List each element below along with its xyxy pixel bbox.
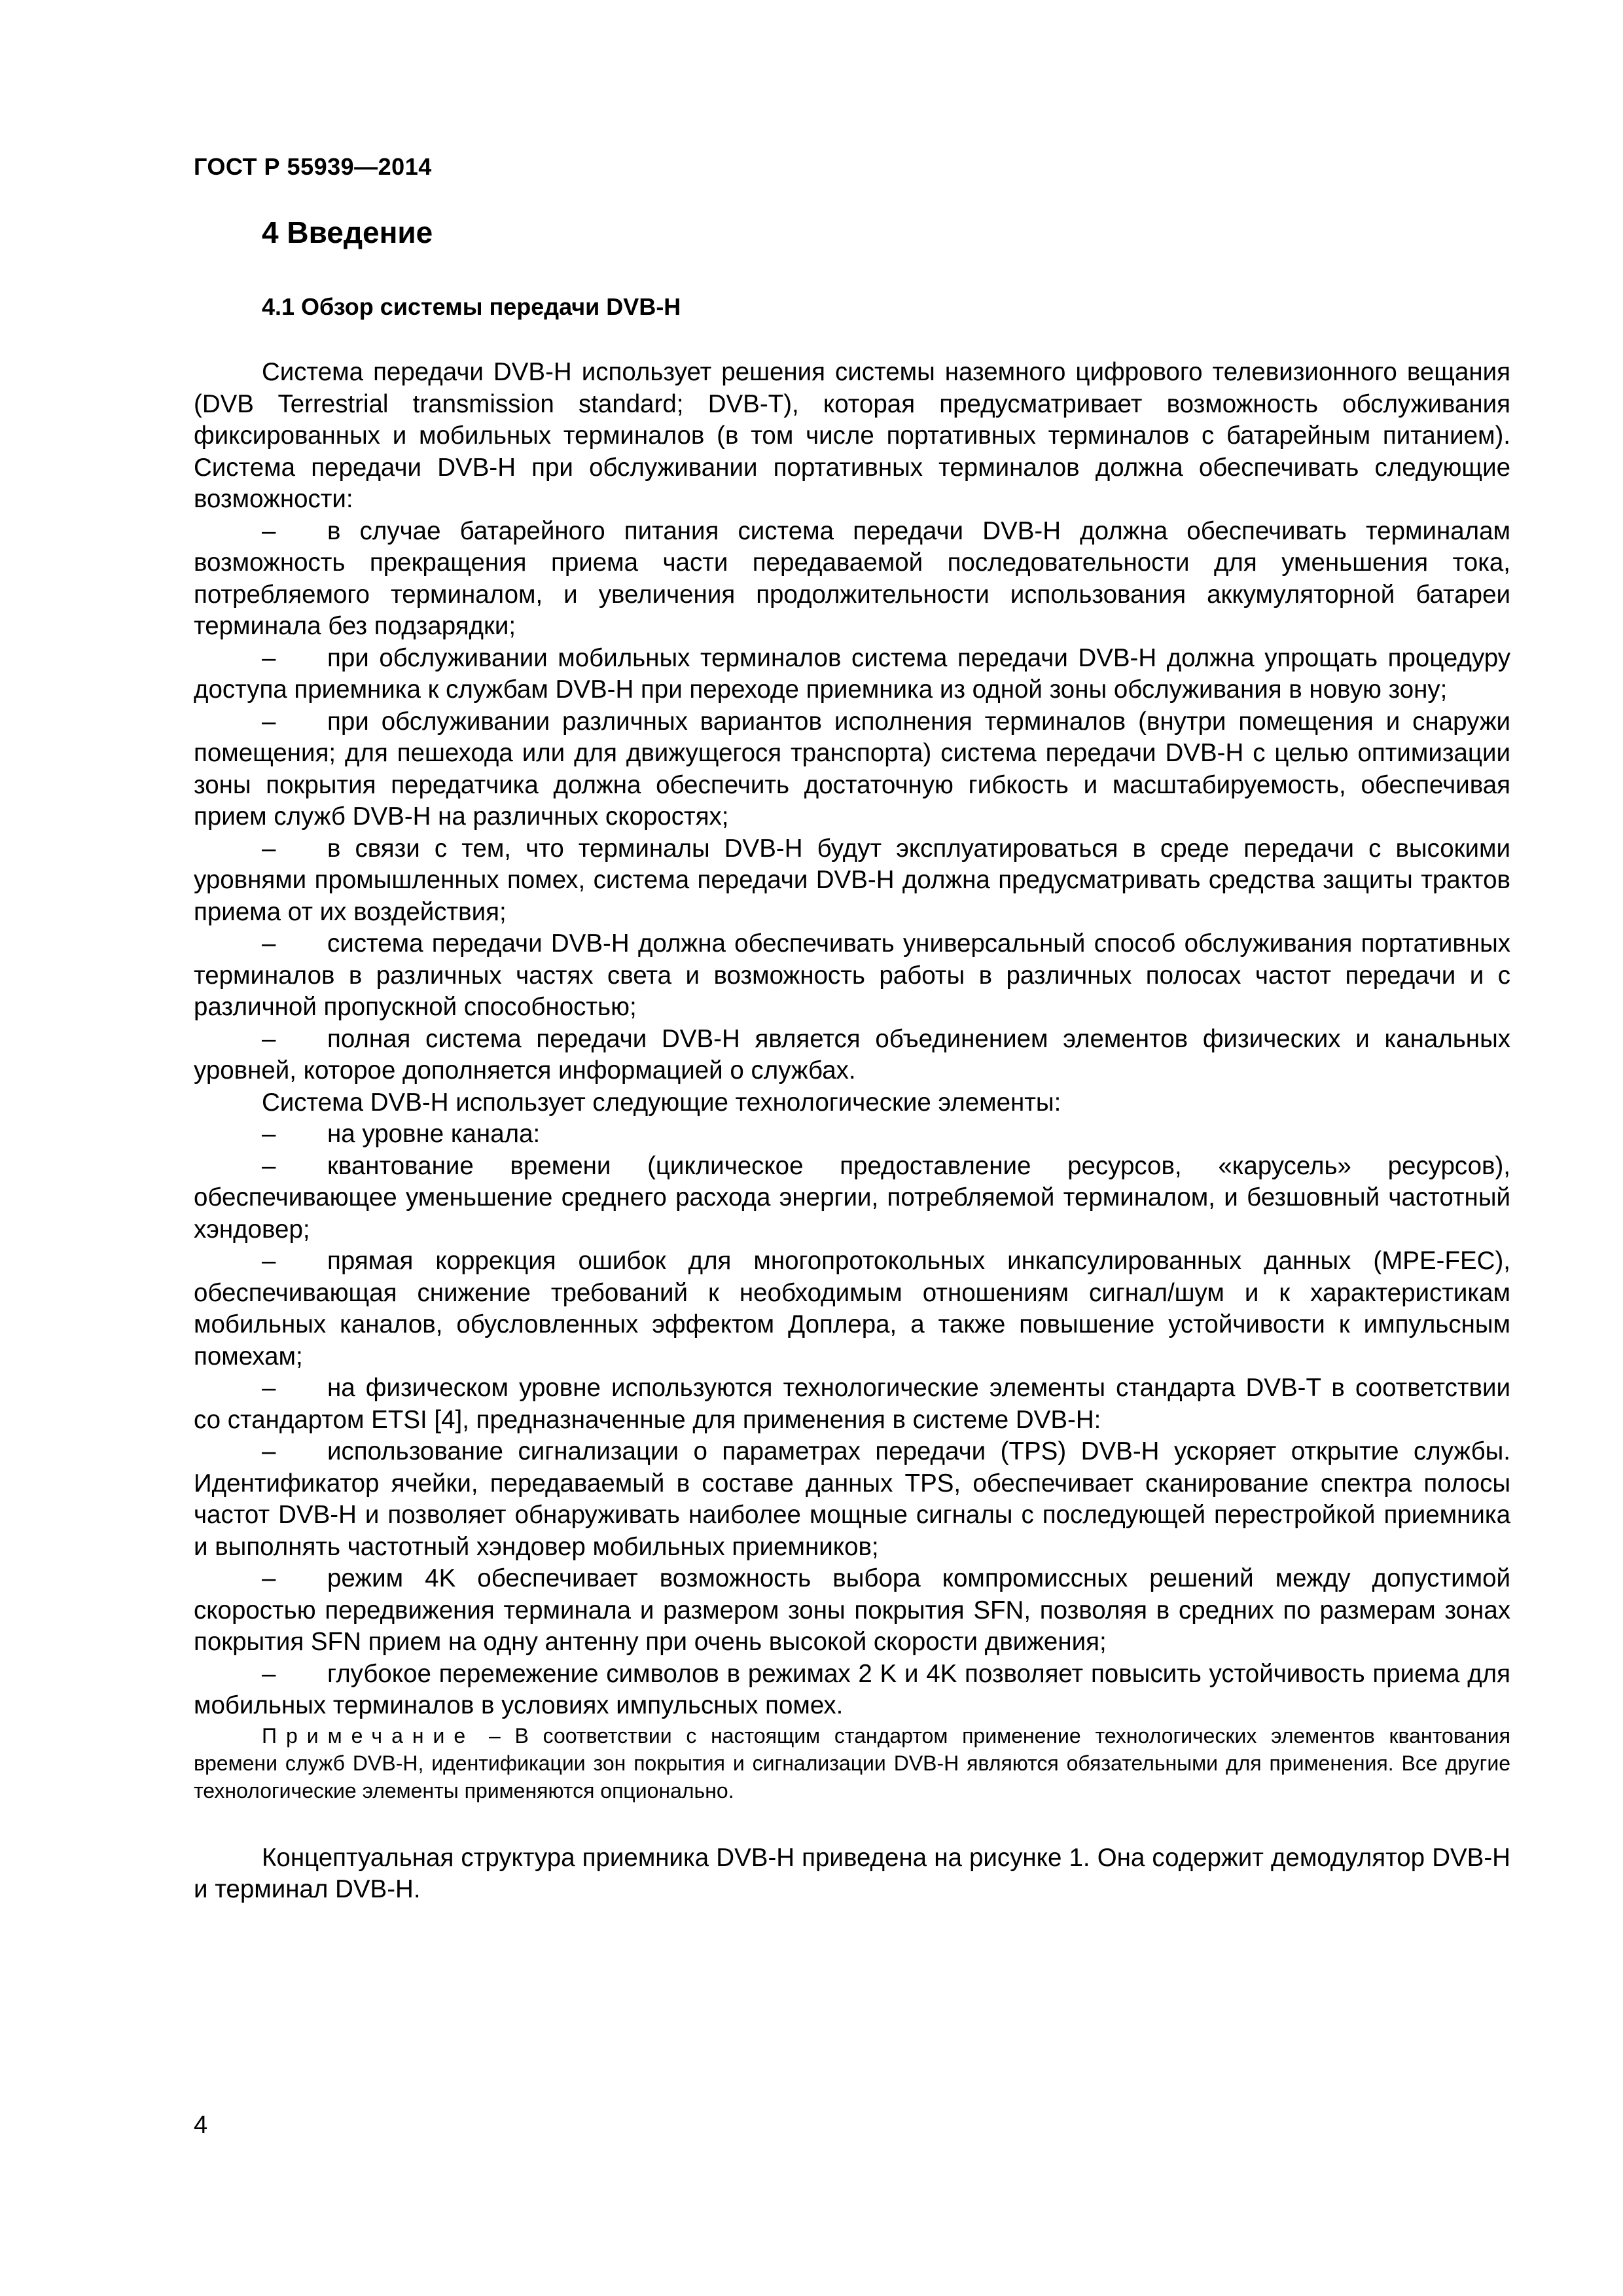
list-item xyxy=(194,1119,1510,1151)
list-item xyxy=(194,1659,1510,1722)
list-item-text: на уровне канала: xyxy=(327,1120,541,1148)
dash-marker: – xyxy=(262,1151,276,1180)
list-item-text: глубокое перемежение символов в режимах 2 K и 4K позволяет повысить устойчивость приема для мобильных терминалов в условиях импульсных помех. xyxy=(194,1659,1510,1719)
dash-marker: – xyxy=(262,1374,276,1402)
note-text: – В соответствии с настоящим стандартом применение технологических элементов квантования времени служб DVB-H, идентификации зон покрытия и сигнализации DVB-H являются обязательными для применения. Все другие технологические элементы применяются опционально. xyxy=(194,1723,1510,1803)
paragraph-receiver: Концептуальная структура приемника DVB-H приведена на рисунке 1. Она содержит демодулятор DVB-H и терминал DVB-H. xyxy=(194,1843,1510,1903)
standard-header: ГОСТ Р 55939—2014 xyxy=(194,153,432,180)
section-title: 4 Введение xyxy=(262,215,433,249)
list-item-text: на физическом уровне используются технологические элементы стандарта DVB-T в соответствии со стандартом ETSI [4], предназначенные для применения в системе DVB-H: xyxy=(194,1374,1510,1434)
dash-marker: – xyxy=(262,1659,276,1688)
list-item-text: при обслуживании мобильных терминалов система передачи DVB-H должна упрощать процедуру доступа приемника к службам DVB-H при переходе приемника из одной зоны обслуживания в новую зону; xyxy=(194,643,1510,704)
list-item xyxy=(194,833,1510,929)
list-item xyxy=(194,643,1510,706)
list-item xyxy=(194,1436,1510,1563)
dash-marker: – xyxy=(262,707,276,736)
list-item-text: квантование времени (циклическое предоставление ресурсов, «карусель» ресурсов), обеспечивающее уменьшение среднего расхода энергии, потребляемой терминалом, и безшовный частотный хэндовер; xyxy=(194,1151,1510,1244)
page-number: 4 xyxy=(194,2111,208,2139)
list-item-text: использование сигнализации о параметрах передачи (TPS) DVB-H ускоряет открытие службы. Идентификатор ячейки, передаваемый в составе данных TPS, обеспечивает сканирование спектра полосы частот DVB-H и позволяет обнаруживать наиболее мощные сигналы с последующей перестройкой приемника и выполнять частотный хэндовер мобильных приемников; xyxy=(194,1437,1510,1561)
note xyxy=(194,1722,1510,1804)
list-item xyxy=(194,516,1510,643)
list-item xyxy=(194,928,1510,1024)
list-item-text: режим 4K обеспечивает возможность выбора компромиссных решений между допустимой скоростью передвижения терминала и размером зоны покрытия SFN, позволяя в средних по размерам зонах покрытия SFN прием на одну антенну при очень высокой скорости движения; xyxy=(194,1564,1510,1656)
list-item-text: в связи с тем, что терминалы DVB-H будут эксплуатироваться в среде передачи с высокими уровнями промышленных помех, система передачи DVB-H должна предусматривать средства защиты трактов приема от их воздействия; xyxy=(194,834,1510,926)
paragraph-elements: Система DVB-H использует следующие технологические элементы: xyxy=(262,1088,1061,1117)
dash-marker: – xyxy=(262,1437,276,1465)
body-text xyxy=(194,357,1510,1906)
list-item xyxy=(194,706,1510,833)
list-item-text: система передачи DVB-H должна обеспечивать универсальный способ обслуживания портативных терминалов в различных частях света и возможность работы в различных полосах частот передачи и с различной пропускной способностью; xyxy=(194,929,1510,1021)
dash-marker: – xyxy=(262,1564,276,1592)
list-item xyxy=(194,1246,1510,1372)
dash-marker: – xyxy=(262,1120,276,1148)
dash-marker: – xyxy=(262,929,276,958)
dash-marker: – xyxy=(262,1024,276,1053)
note-label: Примечание xyxy=(262,1723,475,1748)
dash-marker: – xyxy=(262,643,276,672)
list-item xyxy=(194,1563,1510,1659)
dash-marker: – xyxy=(262,516,276,545)
list-item xyxy=(194,1372,1510,1436)
list-item-text: при обслуживании различных вариантов исполнения терминалов (внутри помещения и снаружи помещения; для пешехода или для движущегося транспорта) система передачи DVB-H с целью оптимизации зоны покрытия передатчика должна обеспечить достаточную гибкость и масштабируемость, обеспечивая прием служб DVB-H на различных скоростях; xyxy=(194,707,1510,831)
subsection-title: 4.1 Обзор системы передачи DVB-H xyxy=(262,293,681,320)
list-item-text: полная система передачи DVB-H является объединением элементов физических и канальных уровней, которое дополняется информацией о службах. xyxy=(194,1024,1510,1085)
paragraph-intro: Система передачи DVB-H использует решения системы наземного цифрового телевизионного вещания (DVB Terrestrial transmission standard; DVB-T), которая предусматривает возможность обслуживания фиксированных и мобильных терминалов (в том числе портативных терминалов с батарейным питанием). Система передачи DVB-H при обслуживании портативных терминалов должна обеспечивать следующие возможности: xyxy=(194,358,1510,513)
list-item xyxy=(194,1151,1510,1246)
list-item-text: прямая коррекция ошибок для многопротокольных инкапсулированных данных (MPE-FEC), обеспечивающая снижение требований к необходимым отношениям сигнал/шум и к характеристикам мобильных каналов, обусловленных эффектом Доплера, а также повышение устойчивости к импульсным помехам; xyxy=(194,1247,1510,1371)
list-item-text: в случае батарейного питания система передачи DVB-H должна обеспечивать терминалам возможность прекращения приема части передаваемой последовательности для уменьшения тока, потребляемого терминалом, и увеличения продолжительности использования аккумуляторной батареи терминала без подзарядки; xyxy=(194,516,1510,640)
dash-marker: – xyxy=(262,1247,276,1275)
list-item xyxy=(194,1024,1510,1087)
dash-marker: – xyxy=(262,834,276,863)
